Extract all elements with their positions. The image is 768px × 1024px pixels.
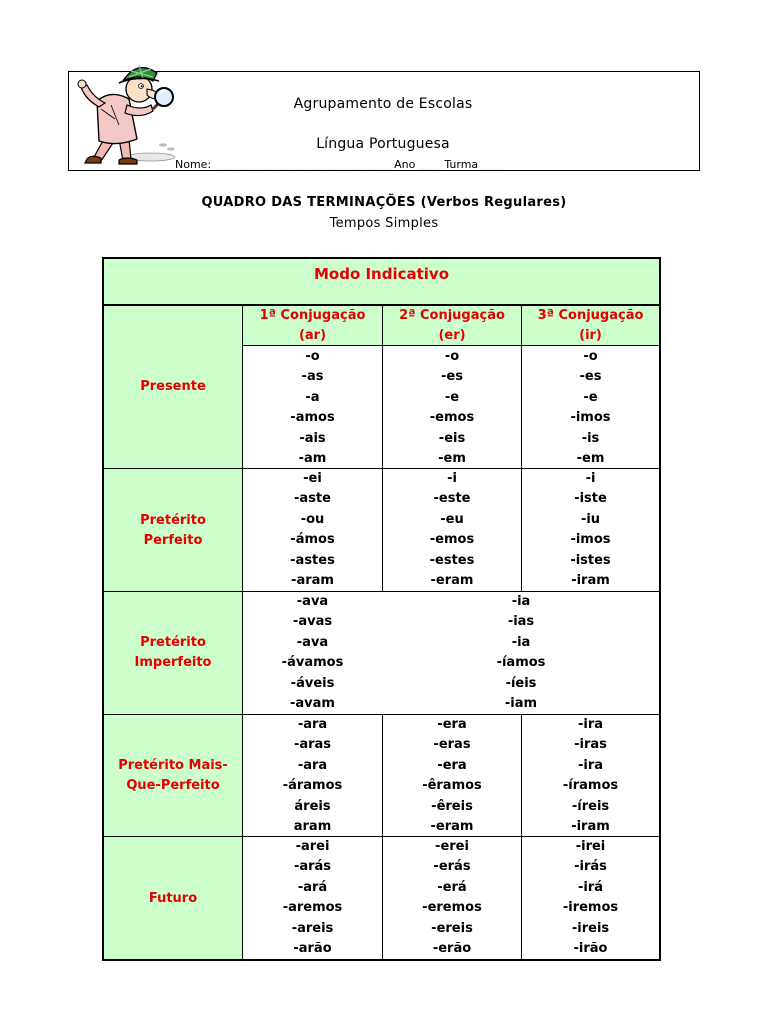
ending: -ou [300, 511, 325, 527]
ending: -ámos [290, 532, 335, 548]
ending: -arei [295, 839, 330, 854]
endings-preterito-imperfeito-ar [243, 592, 382, 714]
conjugation-ending: (er) [438, 328, 466, 343]
conjugation-header-ar [243, 306, 382, 346]
endings-futuro-er [383, 837, 521, 959]
tense-futuro [104, 889, 242, 909]
ending: -ireis [571, 920, 610, 936]
ending: -ava [296, 594, 329, 609]
ending: -este [433, 491, 471, 507]
conjugation-ending: (ir) [579, 328, 602, 343]
ending: -aste [294, 491, 331, 507]
endings-presente-er [383, 347, 521, 469]
ending: -aram [291, 572, 334, 588]
ending: -irás [574, 859, 607, 875]
ending: aram [293, 818, 332, 834]
ending: -as [301, 369, 324, 385]
conjugation-label: 3ª Conjugação [537, 308, 644, 323]
ending: -erei [435, 839, 469, 854]
ending: -ara [297, 757, 328, 773]
ending: -erá [437, 879, 467, 895]
ending: -era [437, 717, 467, 732]
ending: -i [447, 471, 457, 486]
ending: -a [305, 389, 320, 405]
ending: -iram [571, 818, 610, 834]
ending: -áramos [282, 778, 343, 794]
ending: -iremos [562, 900, 619, 916]
document-subtitle: Tempos Simples [329, 216, 439, 231]
ending: -es [579, 369, 602, 385]
ending: -eras [433, 737, 471, 753]
ending: -iram [571, 572, 610, 588]
ending: -iu [580, 511, 601, 527]
ending: -em [576, 450, 605, 466]
mode-title: Modo Indicativo [313, 265, 450, 283]
ending: -aras [293, 737, 332, 753]
endings-presente-ar [243, 347, 382, 469]
ending: -íramos [562, 778, 619, 794]
conjugation-header-ir [522, 306, 659, 346]
endings-mais-que-perfeito-ar [243, 715, 382, 837]
ending: -istes [570, 552, 611, 568]
conjugation-table [102, 257, 661, 961]
ending: -ias [507, 614, 535, 630]
tense-presente [104, 377, 242, 397]
header-box [68, 71, 700, 171]
ending: -o [583, 349, 598, 364]
ending: -iras [574, 737, 607, 753]
ending: -ávamos [281, 655, 344, 671]
ending: -amos [290, 410, 335, 426]
ending: -áveis [290, 675, 335, 691]
tense-label: Perfeito [143, 533, 203, 548]
endings-mais-que-perfeito-ir [522, 715, 659, 837]
ending: -ava [296, 634, 329, 650]
tense-label: Pretérito [140, 635, 206, 650]
ending: -emos [429, 410, 475, 426]
ending: -aremos [282, 900, 343, 916]
ending: -iste [574, 491, 607, 507]
ending: -avas [292, 614, 333, 630]
tense-label: Futuro [148, 891, 198, 906]
ending: -ara [297, 717, 328, 732]
ending: -estes [429, 552, 475, 568]
tense-column-bg [104, 305, 242, 959]
tense-label: Imperfeito [134, 655, 212, 670]
ending: -irá [577, 879, 604, 895]
ending: -iam [504, 695, 538, 711]
tense-label: Que-Perfeito [126, 778, 220, 793]
document-title: QUADRO DAS TERMINAÇÕES (Verbos Regulares) [201, 195, 567, 210]
ending: -i [585, 471, 596, 486]
ending: -o [305, 349, 320, 364]
endings-futuro-ir [522, 837, 659, 959]
ending: -ará [297, 879, 328, 895]
ending: -es [441, 369, 463, 385]
ending: -íamos [496, 655, 546, 671]
ending: -êramos [422, 778, 482, 794]
ending: áreis [294, 798, 331, 814]
ending: -areis [291, 920, 334, 936]
ending: -ira [577, 717, 604, 732]
ending: -irei [575, 839, 606, 854]
tense-label: Presente [140, 379, 206, 394]
tense-preterito-mais-que-perfeito [104, 756, 242, 796]
conjugation-ending: (ar) [298, 328, 327, 343]
ending: -ia [511, 594, 531, 609]
tense-label: Pretérito Mais- [118, 758, 228, 773]
ending: -emos [429, 532, 475, 548]
ending: -em [438, 450, 466, 466]
ending: -ais [299, 430, 326, 446]
endings-preterito-perfeito-ar [243, 469, 382, 591]
ending: -íreis [571, 798, 610, 814]
ending: -e [583, 389, 598, 405]
ending: -eremos [422, 900, 482, 916]
ending: -imos [570, 532, 611, 548]
ending: -erão [432, 940, 472, 956]
ending: -arão [293, 940, 332, 956]
tense-preterito-perfeito [104, 511, 242, 551]
endings-presente-ir [522, 347, 659, 469]
ending: -eis [438, 430, 466, 446]
ending: -o [444, 349, 460, 364]
detective-mascot-image [71, 59, 183, 171]
ending: -is [581, 430, 600, 446]
ending: -ei [303, 471, 322, 486]
ending: -astes [290, 552, 335, 568]
ending: -am [298, 450, 327, 466]
ending: -era [437, 757, 467, 773]
ending: -avam [290, 695, 335, 711]
endings-preterito-imperfeito-er-ir [383, 592, 659, 714]
ending: -êreis [431, 798, 473, 814]
ending: -eu [440, 511, 464, 527]
tense-label: Pretérito [140, 513, 206, 528]
ending: -ia [511, 634, 531, 650]
ending: -e [444, 389, 460, 405]
endings-preterito-perfeito-er [383, 469, 521, 591]
conjugation-label: 1ª Conjugação [259, 308, 366, 323]
ending: -arás [293, 859, 332, 875]
ending: -eram [430, 572, 474, 588]
ending: -erás [433, 859, 471, 875]
endings-mais-que-perfeito-er [383, 715, 521, 837]
tense-preterito-imperfeito [104, 633, 242, 673]
ending: -irão [573, 940, 608, 956]
ending: -íeis [505, 675, 537, 691]
ending: -imos [570, 410, 611, 426]
student-info-line: Nome: ________________________________ Ano ____ Turma ____ [175, 158, 504, 171]
conjugation-header-er [383, 306, 521, 346]
ending: -ira [577, 757, 604, 773]
ending: -ereis [431, 920, 473, 936]
endings-futuro-ar [243, 837, 382, 959]
school-name: Agrupamento de Escolas [293, 96, 473, 112]
endings-preterito-perfeito-ir [522, 469, 659, 591]
conjugation-label: 2ª Conjugação [399, 308, 505, 323]
ending: -eram [430, 818, 474, 834]
subject-name: Língua Portuguesa [316, 136, 450, 152]
